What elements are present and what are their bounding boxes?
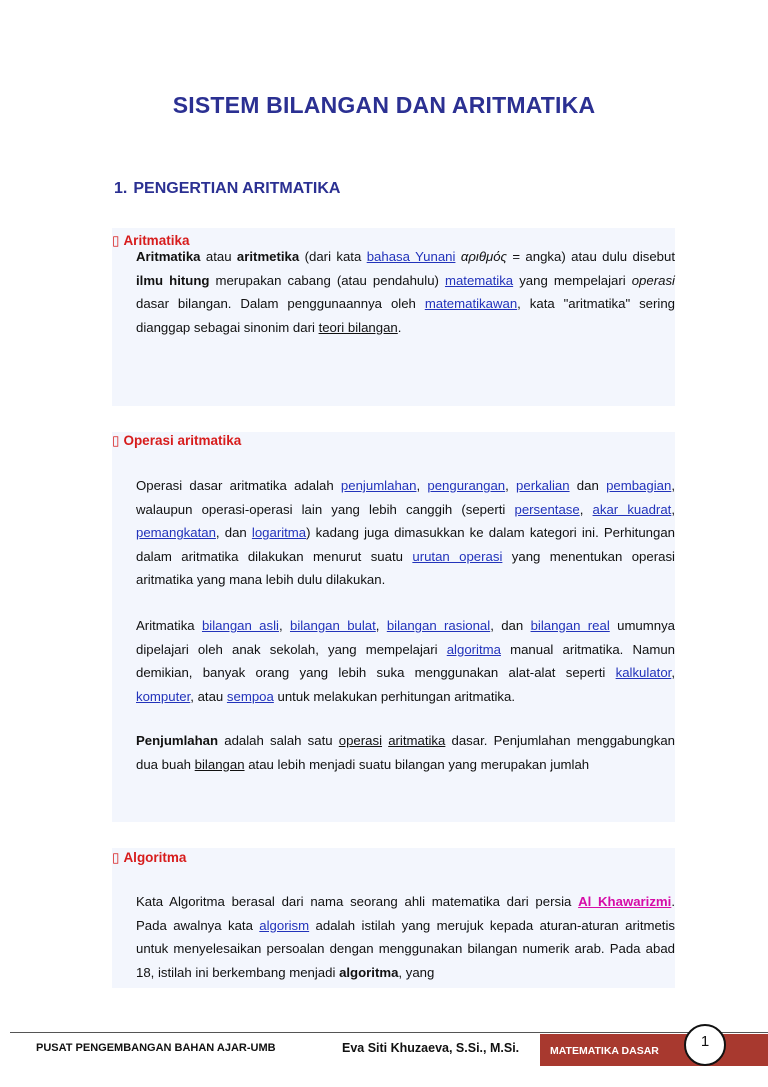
page-title: SISTEM BILANGAN DAN ARITMATIKA <box>172 92 596 118</box>
link-matematikawan[interactable]: matematikawan <box>424 296 518 311</box>
footer-divider <box>10 1032 768 1033</box>
footer-author: Eva Siti Khuzaeva, S.Si., M.Si. <box>342 1041 520 1055</box>
subheading-label: Aritmatika <box>123 233 190 248</box>
link-matematika[interactable]: matematika <box>444 272 514 288</box>
paragraph-operasi: Operasi dasar aritmatika adalah penjumlahan, pengurangan, perkalian dan pembagian, walaupun operasi-operasi lain yang lebih canggih (seperti persentase, akar kuadrat, pemangkatan, dan logaritma) kadang juga dimasukkan ke dalam kategori ini. Perhitungan dalam aritmatika dilakukan menurut suatu urutan operasi yang menentukan operasi aritmatika yang mana lebih dulu dilakukan. <box>136 478 675 587</box>
greek-word: αριθμός <box>460 249 507 264</box>
term-algoritma: algoritma <box>339 964 399 980</box>
link-aritmatika[interactable]: aritmatika <box>388 733 446 748</box>
link-bilangan-bulat[interactable]: bilangan bulat <box>289 618 376 633</box>
footer-institution: PUSAT PENGEMBANGAN BAHAN AJAR-UMB <box>36 1042 276 1054</box>
link-al-khawarizmi[interactable]: Al Khawarizmi <box>578 894 672 909</box>
paragraph-bilangan: Aritmatika bilangan asli, bilangan bulat, bilangan rasional, dan bilangan real umumnya dipelajari oleh anak sekolah, yang mempelajari algoritma manual aritmatika. Namun demikian, banyak orang yang lebih suka menggunakan alat-alat seperti kalkulator, komputer, atau sempoa untuk melakukan perhitungan aritmatika. <box>136 618 676 704</box>
section-heading <box>114 180 340 198</box>
term-aritmetika: aritmetika <box>236 249 300 264</box>
bullet-icon: ▯ <box>112 433 120 448</box>
link-bilangan[interactable]: bilangan <box>194 756 245 772</box>
section-heading-text: PENGERTIAN ARITMATIKA <box>133 180 341 197</box>
link-operasi[interactable]: operasi <box>338 733 383 748</box>
link-logaritma[interactable]: logaritma <box>251 525 307 540</box>
bullet-icon: ▯ <box>112 850 120 865</box>
link-bilangan-real[interactable]: bilangan real <box>530 618 610 633</box>
link-bahasa-yunani[interactable]: bahasa Yunani <box>366 249 456 264</box>
link-sempoa[interactable]: sempoa <box>226 688 274 704</box>
link-pemangkatan[interactable]: pemangkatan <box>136 525 216 540</box>
link-kalkulator[interactable]: kalkulator <box>615 665 672 680</box>
link-pengurangan[interactable]: pengurangan <box>427 478 506 493</box>
subheading-label: Operasi aritmatika <box>123 433 242 448</box>
term-penjumlahan: Penjumlahan <box>136 733 219 748</box>
link-penjumlahan[interactable]: penjumlahan <box>340 478 417 493</box>
link-algorism[interactable]: algorism <box>259 917 310 933</box>
link-persentase[interactable]: persentase <box>514 501 580 517</box>
link-perkalian[interactable]: perkalian <box>516 478 570 493</box>
paragraph-algoritma: Kata Algoritma berasal dari nama seorang ahli matematika dari persia Al Khawarizmi. Pada awalnya kata algorism adalah istilah yang merujuk kepada aturan-aturan aritmetis untuk menyelesaikan persoalan dengan menggunakan bilangan numerik arab. Pada abad 18, istilah ini berkembang menjadi algoritma, yang <box>136 894 675 980</box>
link-bilangan-rasional[interactable]: bilangan rasional <box>386 618 491 633</box>
subheading-algoritma <box>112 850 186 866</box>
paragraph-aritmatika: Aritmatika atau aritmetika (dari kata bahasa Yunani αριθμός = angka) atau dulu disebut ilmu hitung merupakan cabang (atau pendahulu) matematika yang mempelajari operasi dasar bilangan. Dalam penggunaannya oleh matematikawan, kata "aritmatika" sering dianggap sebagai sinonim dari teori bilangan. <box>136 249 676 335</box>
link-komputer[interactable]: komputer <box>136 688 191 704</box>
link-algoritma[interactable]: algoritma <box>446 641 501 657</box>
section-number: 1. <box>114 180 128 197</box>
paragraph-penjumlahan: Penjumlahan adalah salah satu operasi aritmatika dasar. Penjumlahan menggabungkan dua buah bilangan atau lebih menjadi suatu bilangan yang merupakan jumlah <box>136 733 675 772</box>
subheading-operasi <box>112 433 241 449</box>
bullet-icon: ▯ <box>112 233 120 248</box>
subheading-label: Algoritma <box>123 850 187 865</box>
term-aritmatika: Aritmatika <box>136 249 201 264</box>
term-ilmu-hitung: ilmu hitung <box>136 272 210 288</box>
link-akar-kuadrat[interactable]: akar kuadrat <box>592 501 672 517</box>
page-number: 1 <box>700 1033 710 1050</box>
term-operasi: operasi <box>631 272 675 288</box>
link-urutan-operasi[interactable]: urutan operasi <box>412 548 503 564</box>
footer-course: MATEMATIKA DASAR <box>550 1045 659 1057</box>
link-bilangan-asli[interactable]: bilangan asli <box>201 618 279 633</box>
link-pembagian[interactable]: pembagian <box>606 478 672 493</box>
link-teori-bilangan[interactable]: teori bilangan <box>318 319 398 335</box>
